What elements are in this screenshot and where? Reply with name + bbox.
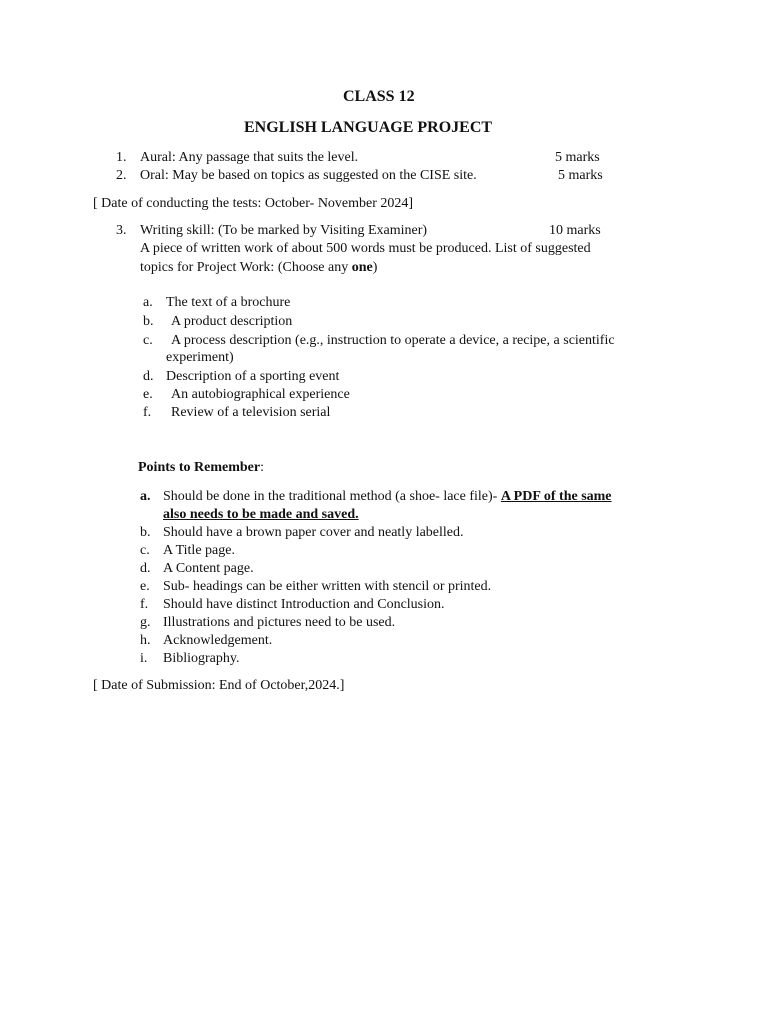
point-text: Should have distinct Introduction and Conclusion. — [163, 597, 445, 612]
points-heading-text: Points to Remember — [138, 460, 261, 475]
topic-text-continued: experiment) — [166, 350, 234, 365]
writing-description: A piece of written work of about 500 words must be produced. List of suggested — [140, 241, 591, 256]
point-text: A Title page. — [163, 543, 235, 558]
item-marks: 5 marks — [555, 150, 600, 165]
item-text: Oral: May be based on topics as suggested on the CISE site. — [140, 168, 477, 183]
point-letter: c. — [140, 543, 150, 558]
points-heading — [138, 459, 264, 477]
point-text-plain: Should be done in the traditional method (a shoe- lace file)- — [163, 489, 501, 504]
submission-date: [ Date of Submission: End of October,2024.] — [93, 678, 345, 693]
topic-letter: b. — [143, 314, 154, 329]
topic-letter: a. — [143, 295, 153, 310]
point-letter: g. — [140, 615, 151, 630]
item-number: 2. — [116, 168, 127, 183]
writing-description-line2 — [140, 259, 377, 277]
item-text: Writing skill: (To be marked by Visiting Examiner) — [140, 223, 428, 238]
writing-desc-post: ) — [372, 260, 378, 275]
points-heading-colon: : — [260, 460, 264, 475]
project-title: ENGLISH LANGUAGE PROJECT — [244, 119, 493, 136]
topic-text: A process description (e.g., instruction to operate a device, a recipe, a scientific — [171, 333, 615, 348]
tests-date: [ Date of conducting the tests: October- November 2024] — [93, 196, 414, 211]
topic-text: Description of a sporting event — [166, 369, 340, 384]
topic-text: A product description — [171, 314, 293, 329]
point-text: A Content page. — [163, 561, 254, 576]
point-text-emphasis: A PDF of the same — [500, 489, 612, 504]
topic-letter: f. — [143, 405, 152, 420]
writing-desc-bold: one — [351, 260, 373, 275]
point-text-emphasis-continued: also needs to be made and saved. — [163, 507, 359, 522]
point-letter: e. — [140, 579, 150, 594]
item-number: 3. — [116, 223, 127, 238]
item-text: Aural: Any passage that suits the level. — [140, 150, 359, 165]
item-marks: 10 marks — [549, 223, 601, 238]
topic-letter: d. — [143, 369, 154, 384]
point-text: Sub- headings can be either written with stencil or printed. — [163, 579, 492, 594]
point-text: Acknowledgement. — [163, 633, 273, 648]
point-letter: a. — [140, 489, 151, 504]
point-text: Should have a brown paper cover and neatly labelled. — [163, 525, 464, 540]
topic-letter: c. — [143, 333, 153, 348]
point-text: Illustrations and pictures need to be used. — [163, 615, 396, 630]
item-number: 1. — [116, 150, 127, 165]
point-letter: i. — [140, 651, 148, 666]
topic-letter: e. — [143, 387, 153, 402]
point-letter: h. — [140, 633, 151, 648]
point-letter: d. — [140, 561, 151, 576]
item-marks: 5 marks — [558, 168, 603, 183]
topic-text: Review of a television serial — [171, 405, 331, 420]
class-title: CLASS 12 — [343, 88, 415, 105]
topic-text: The text of a brochure — [166, 295, 291, 310]
writing-desc-pre: topics for Project Work: (Choose any — [140, 260, 352, 275]
point-text — [163, 488, 612, 506]
point-letter: b. — [140, 525, 151, 540]
point-text: Bibliography. — [163, 651, 240, 666]
point-letter: f. — [140, 597, 149, 612]
topic-text: An autobiographical experience — [171, 387, 350, 402]
